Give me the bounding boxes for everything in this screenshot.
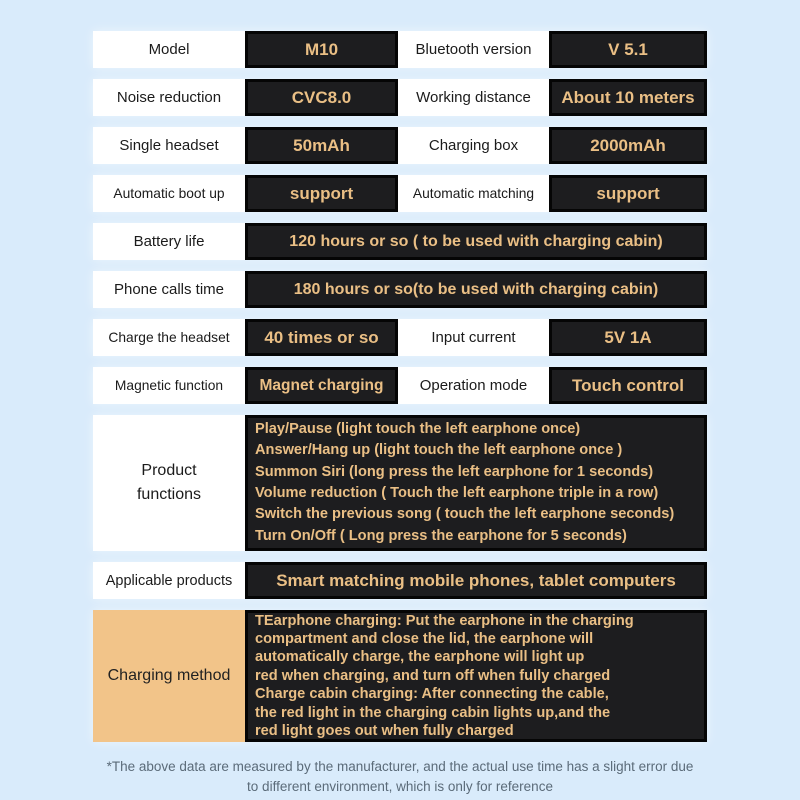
value-battery-life: 120 hours or so ( to be used with charging cabin) bbox=[245, 223, 707, 260]
value-product-functions bbox=[245, 415, 707, 551]
function-line: Switch the previous song ( touch the left earphone seconds) bbox=[255, 506, 675, 523]
function-line: Volume reduction ( Touch the left earphone triple in a row) bbox=[255, 485, 659, 501]
spec-row-charging-method bbox=[93, 610, 707, 742]
charging-line: Charge cabin charging: After connecting the cable, bbox=[255, 686, 609, 703]
label-product-functions bbox=[93, 415, 245, 551]
value-automatic-matching: support bbox=[549, 175, 707, 212]
label-charge-the-headset: Charge the headset bbox=[93, 319, 245, 356]
value-model: M10 bbox=[245, 31, 398, 68]
spec-row-model bbox=[93, 31, 707, 68]
value-charging-box: 2000mAh bbox=[549, 127, 707, 164]
charging-line: automatically charge, the earphone will light up bbox=[255, 649, 585, 666]
value-charging-method bbox=[245, 610, 707, 742]
label-automatic-matching: Automatic matching bbox=[398, 175, 549, 212]
function-line: Turn On/Off ( Long press the earphone for 5 seconds) bbox=[255, 527, 627, 544]
charging-line: compartment and close the lid, the earphone will bbox=[255, 630, 594, 647]
charging-line: the red light in the charging cabin lights up,and the bbox=[255, 704, 611, 721]
spec-row-phone-calls-time bbox=[93, 271, 707, 308]
label-product-functions-line2: functions bbox=[136, 486, 202, 503]
value-applicable-products: Smart matching mobile phones, tablet computers bbox=[245, 562, 707, 599]
label-charging-method: Charging method bbox=[93, 610, 245, 742]
value-operation-mode: Touch control bbox=[549, 367, 707, 404]
label-model: Model bbox=[93, 31, 245, 68]
footer-disclaimer-line1: *The above data are measured by the manufacturer, and the actual use time has a slight error due bbox=[106, 759, 694, 774]
spec-row-magnetic-function bbox=[93, 367, 707, 404]
value-magnetic-function: Magnet charging bbox=[245, 367, 398, 404]
label-single-headset: Single headset bbox=[93, 127, 245, 164]
spec-row-battery-life bbox=[93, 223, 707, 260]
function-line: Answer/Hang up (light touch the left earphone once ) bbox=[255, 442, 623, 459]
spec-table bbox=[93, 31, 707, 753]
label-noise-reduction: Noise reduction bbox=[93, 79, 245, 116]
spec-row-charge-headset bbox=[93, 319, 707, 356]
label-operation-mode: Operation mode bbox=[398, 367, 549, 404]
spec-row-applicable-products bbox=[93, 562, 707, 599]
label-automatic-boot-up: Automatic boot up bbox=[93, 175, 245, 212]
value-phone-calls-time: 180 hours or so(to be used with charging cabin) bbox=[245, 271, 707, 308]
label-applicable-products: Applicable products bbox=[93, 562, 245, 599]
value-charge-the-headset: 40 times or so bbox=[245, 319, 398, 356]
value-input-current: 5V 1A bbox=[549, 319, 707, 356]
function-line: Summon Siri (long press the left earphone for 1 seconds) bbox=[255, 463, 654, 480]
value-bluetooth-version: V 5.1 bbox=[549, 31, 707, 68]
spec-row-automatic bbox=[93, 175, 707, 212]
charging-line: TEarphone charging: Put the earphone in the charging bbox=[255, 612, 634, 629]
value-automatic-boot-up: support bbox=[245, 175, 398, 212]
label-product-functions-line1: Product bbox=[141, 462, 197, 479]
label-input-current: Input current bbox=[398, 319, 549, 356]
label-phone-calls-time: Phone calls time bbox=[93, 271, 245, 308]
spec-row-product-functions bbox=[93, 415, 707, 551]
label-charging-box: Charging box bbox=[398, 127, 549, 164]
label-battery-life: Battery life bbox=[93, 223, 245, 260]
charging-line: red light goes out when fully charged bbox=[255, 723, 514, 740]
value-noise-reduction: CVC8.0 bbox=[245, 79, 398, 116]
value-working-distance: About 10 meters bbox=[549, 79, 707, 116]
footer-disclaimer-line2: to different environment, which is only for reference bbox=[247, 779, 553, 794]
label-magnetic-function: Magnetic function bbox=[93, 367, 245, 404]
value-single-headset: 50mAh bbox=[245, 127, 398, 164]
function-line: Play/Pause (light touch the left earphone once) bbox=[255, 421, 581, 438]
footer-disclaimer bbox=[0, 757, 800, 797]
spec-row-noise-reduction bbox=[93, 79, 707, 116]
label-working-distance: Working distance bbox=[398, 79, 549, 116]
charging-line: red when charging, and turn off when fully charged bbox=[255, 667, 611, 684]
label-bluetooth-version: Bluetooth version bbox=[398, 31, 549, 68]
spec-row-single-headset bbox=[93, 127, 707, 164]
